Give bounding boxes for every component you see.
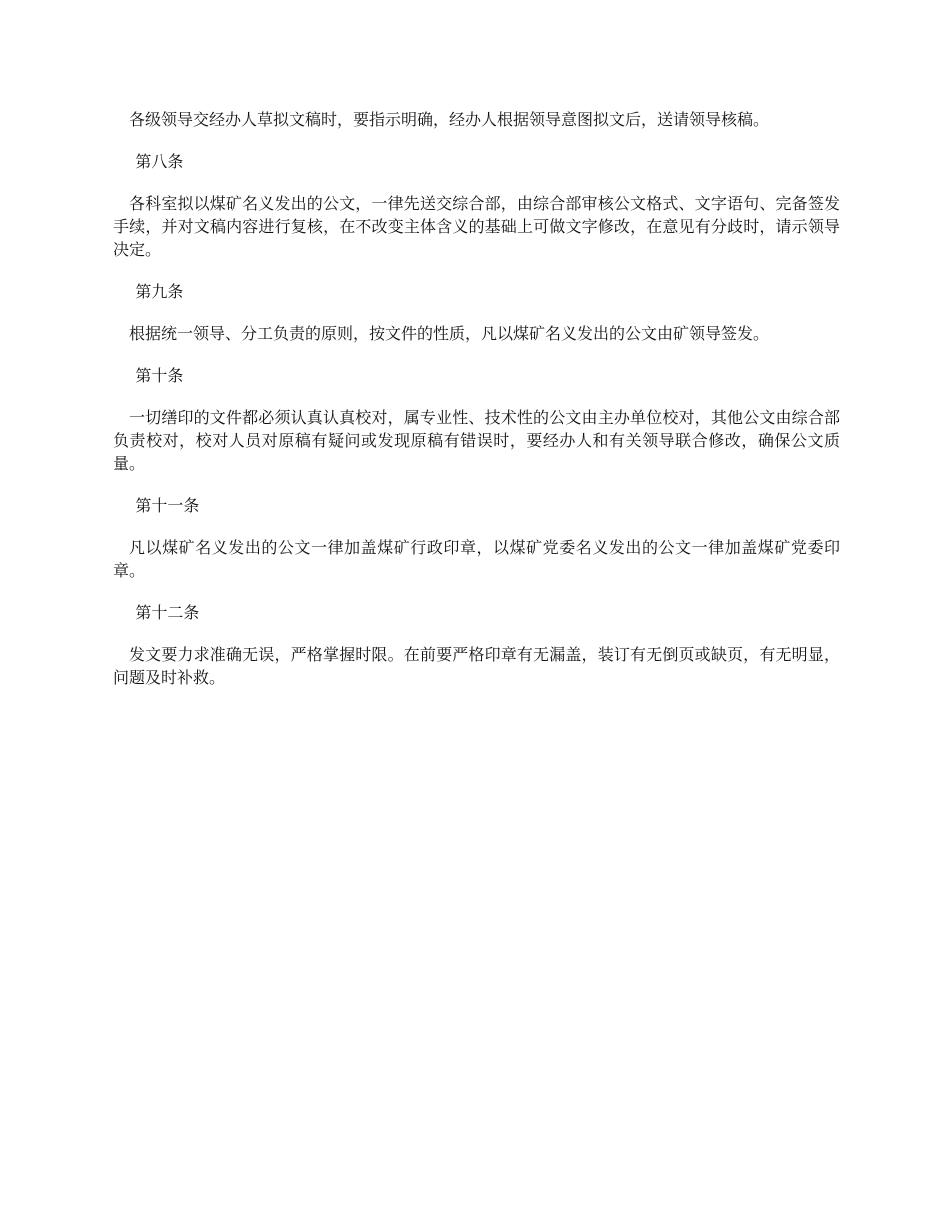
paragraph-intro: 各级领导交经办人草拟文稿时，要指示明确，经办人根据领导意图拟文后，送请领导核稿。: [129, 110, 770, 129]
article-heading-8: 第八条: [135, 152, 184, 171]
document-page: [113, 108, 840, 708]
article-heading-11: 第十一条: [135, 496, 200, 515]
paragraph-article-10: 一切缮印的文件都必须认真认真校对，属专业性、技术性的公文由主办单位校对，其他公文由综合部负责校对，校对人员对原稿有疑问或发现原稿有错误时，要经办人和有关领导联合修改，确保公文质量。: [113, 408, 840, 473]
paragraph-article-11: 凡以煤矿名义发出的公文一律加盖煤矿行政印章，以煤矿党委名义发出的公文一律加盖煤矿党委印章。: [113, 538, 840, 580]
article-heading-9: 第九条: [135, 282, 184, 301]
article-heading-12: 第十二条: [135, 603, 200, 622]
paragraph-article-8: 各科室拟以煤矿名义发出的公文，一律先送交综合部，由综合部审核公文格式、文字语句、完备签发手续，并对文稿内容进行复核，在不改变主体含义的基础上可做文字修改，在意见有分歧时，请示领导决定。: [113, 194, 840, 259]
paragraph-article-9: 根据统一领导、分工负责的原则，按文件的性质，凡以煤矿名义发出的公文由矿领导签发。: [129, 324, 770, 343]
paragraph-article-12: 发文要力求准确无误，严格掌握时限。在前要严格印章有无漏盖，装订有无倒页或缺页，有无明显，问题及时补救。: [113, 645, 840, 687]
article-heading-10: 第十条: [135, 366, 184, 385]
